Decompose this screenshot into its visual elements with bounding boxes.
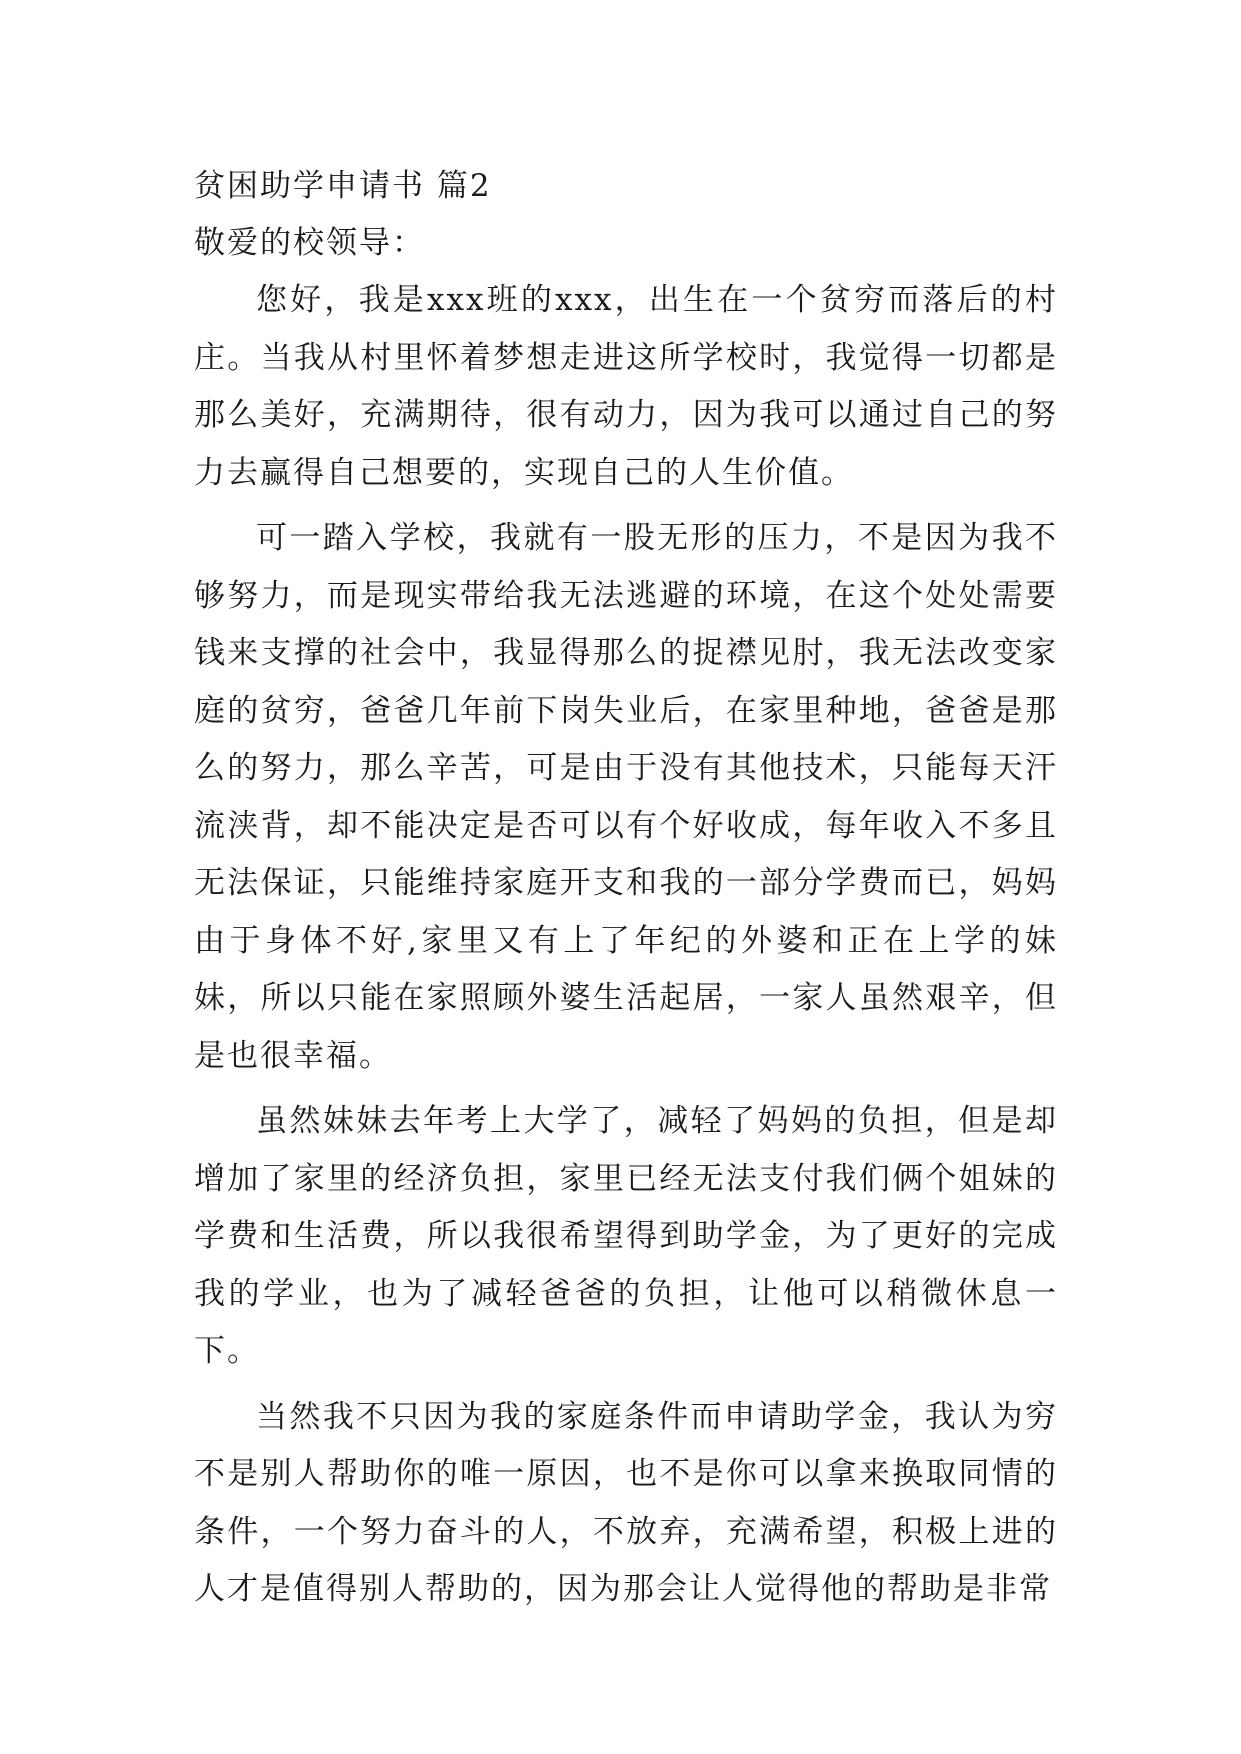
document-title: 贫困助学申请书 篇2: [194, 168, 492, 204]
paragraph-3: 虽然妹妹去年考上大学了，减轻了妈妈的负担，但是却增加了家里的经济负担，家里已经无法支付我们俩个姐妹的学费和生活费，所以我很希望得到助学金，为了更好的完成我的学业，也为了减轻爸爸的负担，让他可以稍微休息一下。: [194, 1103, 1058, 1369]
paragraph-4: 当然我不只因为我的家庭条件而申请助学金，我认为穷不是别人帮助你的唯一原因，也不是你可以拿来换取同情的条件，一个努力奋斗的人，不放弃，充满希望，积极上进的人才是值得别人帮助的，因为那会让人觉得他的帮助是非常: [194, 1398, 1058, 1607]
salutation: 敬爱的校领导：: [194, 225, 425, 261]
paragraph-1: 您好，我是xxx班的xxx，出生在一个贫穷而落后的村庄。当我从村里怀着梦想走进这所学校时，我觉得一切都是那么美好，充满期待，很有动力，因为我可以通过自己的努力去赢得自己想要的，实现自己的人生价值。: [194, 282, 1058, 491]
paragraph-2: 可一踏入学校，我就有一股无形的压力，不是因为我不够努力，而是现实带给我无法逃避的环境，在这个处处需要钱来支撑的社会中，我显得那么的捉襟见肘，我无法改变家庭的贫穷，爸爸几年前下岗失业后，在家里种地，爸爸是那么的努力，那么辛苦，可是由于没有其他技术，只能每天汗流浃背，却不能决定是否可以有个好收成，每年收入不多且无法保证，只能维持家庭开支和我的一部分学费而已，妈妈由于身体不好,家里又有上了年纪的外婆和正在上学的妹妹，所以只能在家照顾外婆生活起居，一家人虽然艰辛，但是也很幸福。: [194, 520, 1058, 1074]
document-body: [194, 158, 1058, 1627]
